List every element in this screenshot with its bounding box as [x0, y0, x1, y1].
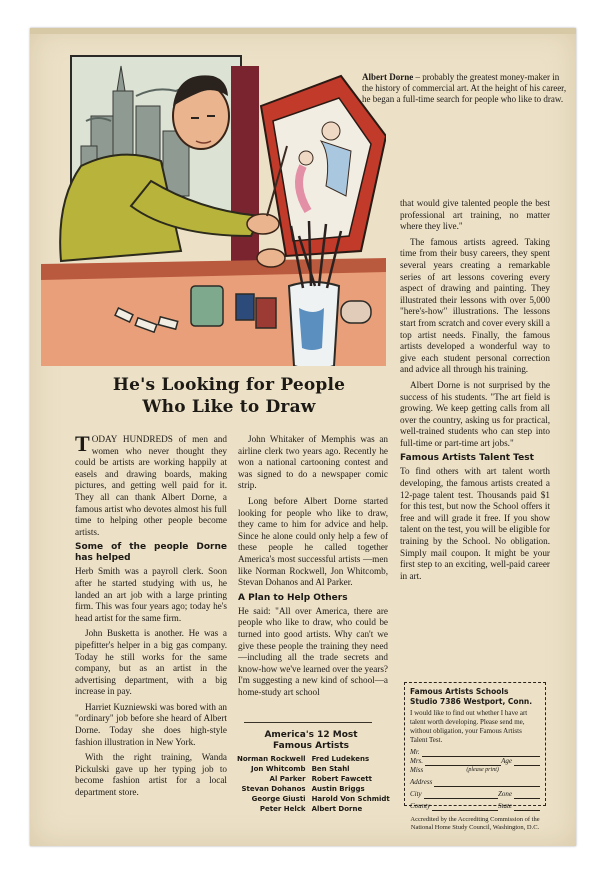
article-column-3: [400, 198, 550, 586]
artist-name: Al Parker: [269, 775, 306, 783]
paragraph: Albert Dorne is not surprised by the success of his students. "The art field is growing. We keep getting calls from all over the country, asking us for practical, well-trained students who can step into full-time or part-time art jobs.": [400, 379, 550, 448]
paragraph: that would give talented people the best professional art training, no matter where they live.": [400, 198, 550, 232]
coupon-body: I would like to find out whether I have art talent worth developing. Please send me, without obligation, your Famous Artists Talent Test.: [410, 709, 528, 744]
paragraph: Herb Smith was a payroll clerk. Soon after he started studying with us, he landed an art job with a large printing firm. This was four years ago; today he's head artist for the same firm.: [75, 566, 227, 623]
artists-title-1: America's 12 Most: [264, 730, 358, 740]
paragraph: Long before Albert Dorne started looking for people who like to draw, they came to him for advice and help. Since he alone could only help a few of these people he called together America's most successful artists —men like Norman Rockwell, Jon Whitcomb, Stevan Dohanos and Al Parker.: [238, 495, 388, 588]
label-mrs: Mrs.: [410, 757, 424, 765]
accreditation-note: Accredited by the Accrediting Commission of the National Home Study Council, Washington, D.C.: [410, 816, 540, 831]
drop-cap: T: [75, 431, 90, 456]
label-age: Age: [501, 757, 512, 765]
paragraph: [75, 431, 227, 538]
label-address: Address: [410, 778, 433, 786]
paragraph: He said: "All over America, there are people who like to draw, who could be turned into good artists. Why can't we give these people the training they need—including all the trade secrets and know-how we've learned over the years? I'm suggesting a new kind of school—a home-study art school: [238, 605, 388, 697]
artist-name: Jon Whitcomb: [251, 765, 306, 773]
subheading-dorne-helped: Some of the people Dorne has helped: [75, 542, 227, 564]
paragraph-text: ODAY HUNDREDS of men and women who never thought they could be artists are working happily at easels and drawing boards, making pictures, and getting well paid for it. They all can thank Albert Dorne, a famous artist who devotes almost his full time to helping other people become artists.: [75, 434, 227, 537]
name-field-line-3[interactable]: [410, 766, 540, 775]
artists-grid: [237, 754, 390, 814]
paragraph: John Busketta is another. He was a pipefitter's helper in a big gas company. Today he still works for the same company, but as an artist in the advertising department, with a big increase in pay.: [75, 628, 227, 697]
subheading-talent-test: Famous Artists Talent Test: [400, 453, 534, 464]
artist-name: Fred Ludekens: [311, 755, 370, 763]
artist-name: Peter Helck: [259, 805, 306, 813]
county-state-field[interactable]: [410, 802, 540, 811]
name-field-line-2[interactable]: [410, 757, 540, 766]
divider: [244, 722, 372, 723]
artist-name: George Giusti: [251, 795, 306, 803]
page-top-edge: [30, 28, 576, 34]
paragraph: To find others with art talent worth developing, the famous artists created a 12-page talent test. Thousands paid $1 for this test, but now the School offers it free and will grade it free. If you show talent on the test, you will be eligible for training by the School. No obligation. Simply mail coupon. It might be your first step to an exciting, well-paid career in art.: [400, 466, 550, 581]
artist-name: Ben Stahl: [311, 765, 350, 773]
artist-name: Albert Dorne: [311, 805, 363, 813]
caption-name: Albert Dorne: [362, 72, 414, 82]
paragraph: Harriet Kuzniewski was bored with an "ordinary" job before she heard of Albert Dorne. Today she does high-style fashion illustration in New York.: [75, 701, 227, 747]
artists-title-2: Famous Artists: [273, 741, 349, 751]
coupon-studio-address: Studio 7386 Westport, Conn.: [410, 697, 533, 706]
label-county: County: [410, 802, 431, 810]
artist-name: Stevan Dohanos: [241, 785, 306, 793]
mail-coupon[interactable]: [404, 682, 546, 831]
headline-line-2: Who Like to Draw: [142, 397, 316, 417]
name-field[interactable]: [410, 748, 540, 757]
artist-name: Robert Fawcett: [311, 775, 372, 783]
label-city: City: [410, 790, 422, 798]
artist-name: Norman Rockwell: [237, 755, 306, 763]
subheading-plan: A Plan to Help Others: [238, 592, 348, 603]
address-field[interactable]: [410, 778, 540, 787]
headline: [60, 374, 398, 418]
article-column-2: [238, 434, 388, 702]
label-miss: Miss: [410, 766, 424, 774]
paragraph: John Whitaker of Memphis was an airline clerk two years ago. Recently he won a national cartooning contest and was signed to do a newspaper comic strip.: [238, 434, 388, 491]
label-zone: Zone: [498, 790, 512, 798]
label-mr: Mr.: [410, 748, 420, 756]
paragraph: With the right training, Wanda Pickulski gave up her typing job to become fashion artist for a local department store.: [75, 752, 227, 798]
article-column-1: [75, 431, 227, 803]
city-zone-field[interactable]: [410, 790, 540, 799]
famous-artists-list: [237, 730, 390, 814]
artist-name: Harold Von Schmidt: [311, 795, 390, 803]
label-state: State: [498, 802, 512, 810]
artist-illustration: [41, 36, 386, 366]
illustration-caption: [362, 72, 567, 105]
label-please-print: (please print): [466, 767, 499, 773]
paragraph: The famous artists agreed. Taking time from their busy careers, they spent several years creating a remarkable series of art lessons covering every aspect of drawing and painting. They illustrated their lessons with over 5,000 "here's-how" illustrations. The lessons start from scratch and cover every skill a top artist needs. Finally, the famous artists developed a wonderful way to give each student personal correction and advice all through his training.: [400, 236, 550, 375]
coupon-school-name: Famous Artists Schools: [410, 687, 509, 696]
headline-line-1: He's Looking for People: [112, 375, 346, 395]
artist-name: Austin Briggs: [311, 785, 365, 793]
caption-text: – probably the greatest money-maker in the history of commercial art. At the height of his career, he began a full-time search for people who like to draw.: [362, 72, 567, 104]
